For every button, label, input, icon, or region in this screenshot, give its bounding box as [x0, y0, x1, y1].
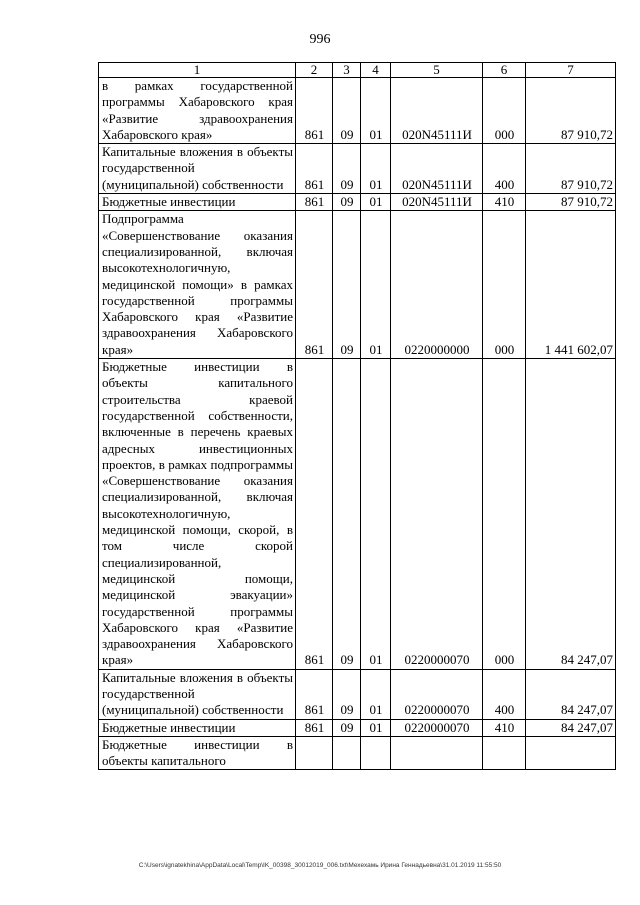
row-subsection: 01 [361, 78, 391, 144]
row-amount: 84 247,07 [526, 719, 616, 736]
table-row [99, 211, 616, 359]
row-target-article: 020N45111И [391, 78, 483, 144]
row-target-article: 020N45111И [391, 144, 483, 194]
row-section: 09 [333, 78, 361, 144]
row-section: 09 [333, 359, 361, 670]
row-subsection: 01 [361, 194, 391, 211]
row-expense-type: 400 [483, 144, 526, 194]
budget-table [98, 62, 616, 770]
row-name: Подпрограмма «Совершенствование оказания специализированной, включая высокотехнологичную, медицинской помощи» в рамках государственной программы Хабаровского края «Развитие здравоохранения Хабаровского края» [99, 211, 296, 359]
row-expense-type: 000 [483, 78, 526, 144]
row-ministry: 861 [296, 144, 333, 194]
row-name: Бюджетные инвестиции [99, 719, 296, 736]
row-target-article: 020N45111И [391, 194, 483, 211]
row-expense-type [483, 736, 526, 770]
row-expense-type: 000 [483, 211, 526, 359]
table-row [99, 144, 616, 194]
row-amount: 87 910,72 [526, 144, 616, 194]
row-section: 09 [333, 669, 361, 719]
row-name: Бюджетные инвестиции в объекты капитального [99, 736, 296, 770]
row-section: 09 [333, 719, 361, 736]
table-row [99, 736, 616, 770]
table-row [99, 719, 616, 736]
row-expense-type: 400 [483, 669, 526, 719]
row-subsection: 01 [361, 144, 391, 194]
page-number: 996 [309, 32, 331, 47]
row-ministry: 861 [296, 669, 333, 719]
row-amount: 84 247,07 [526, 359, 616, 670]
row-subsection [361, 736, 391, 770]
row-section: 09 [333, 144, 361, 194]
row-target-article: 0220000070 [391, 359, 483, 670]
row-expense-type: 000 [483, 359, 526, 670]
row-ministry: 861 [296, 194, 333, 211]
header-cell: 1 [99, 63, 296, 78]
table-row [99, 359, 616, 670]
row-amount: 1 441 602,07 [526, 211, 616, 359]
row-section: 09 [333, 211, 361, 359]
row-section [333, 736, 361, 770]
row-ministry [296, 736, 333, 770]
table-header [99, 63, 616, 78]
row-name: Капитальные вложения в объекты государственной (муниципальной) собственности [99, 669, 296, 719]
row-ministry: 861 [296, 78, 333, 144]
row-amount: 87 910,72 [526, 194, 616, 211]
row-amount: 84 247,07 [526, 669, 616, 719]
file-path-footer: C:\Users\ignatekhina\AppData\Local\Temp\IK_00398_30012019_006.txt\Мехехамь Ирина Геннадьевна\31.01.2019 11:55:50 [138, 862, 502, 869]
table-row [99, 78, 616, 144]
row-target-article: 0220000070 [391, 669, 483, 719]
row-name: Капитальные вложения в объекты государственной (муниципальной) собственности [99, 144, 296, 194]
header-cell: 5 [391, 63, 483, 78]
row-name: в рамках государственной программы Хабаровского края «Развитие здравоохранения Хабаровского края» [99, 78, 296, 144]
row-ministry: 861 [296, 719, 333, 736]
row-ministry: 861 [296, 359, 333, 670]
row-target-article: 0220000000 [391, 211, 483, 359]
row-ministry: 861 [296, 211, 333, 359]
table-row [99, 194, 616, 211]
table-row [99, 669, 616, 719]
header-cell: 3 [333, 63, 361, 78]
header-cell: 6 [483, 63, 526, 78]
row-amount [526, 736, 616, 770]
row-target-article [391, 736, 483, 770]
row-subsection: 01 [361, 719, 391, 736]
row-subsection: 01 [361, 359, 391, 670]
row-name: Бюджетные инвестиции [99, 194, 296, 211]
row-amount: 87 910,72 [526, 78, 616, 144]
header-cell: 7 [526, 63, 616, 78]
row-section: 09 [333, 194, 361, 211]
header-cell: 2 [296, 63, 333, 78]
row-expense-type: 410 [483, 719, 526, 736]
header-cell: 4 [361, 63, 391, 78]
row-subsection: 01 [361, 211, 391, 359]
row-target-article: 0220000070 [391, 719, 483, 736]
row-name: Бюджетные инвестиции в объекты капитального строительства краевой государственной собственности, включенные в перечень краевых адресных инвестиционных проектов, в рамках подпрограммы «Совершенствование оказания специализированной, включая высокотехнологичную, медицинской помощи, скорой, в том числе скорой специализированной, медицинской помощи, медицинской эвакуации» государственной программы Хабаровского края «Развитие здравоохранения Хабаровского края» [99, 359, 296, 670]
row-expense-type: 410 [483, 194, 526, 211]
row-subsection: 01 [361, 669, 391, 719]
